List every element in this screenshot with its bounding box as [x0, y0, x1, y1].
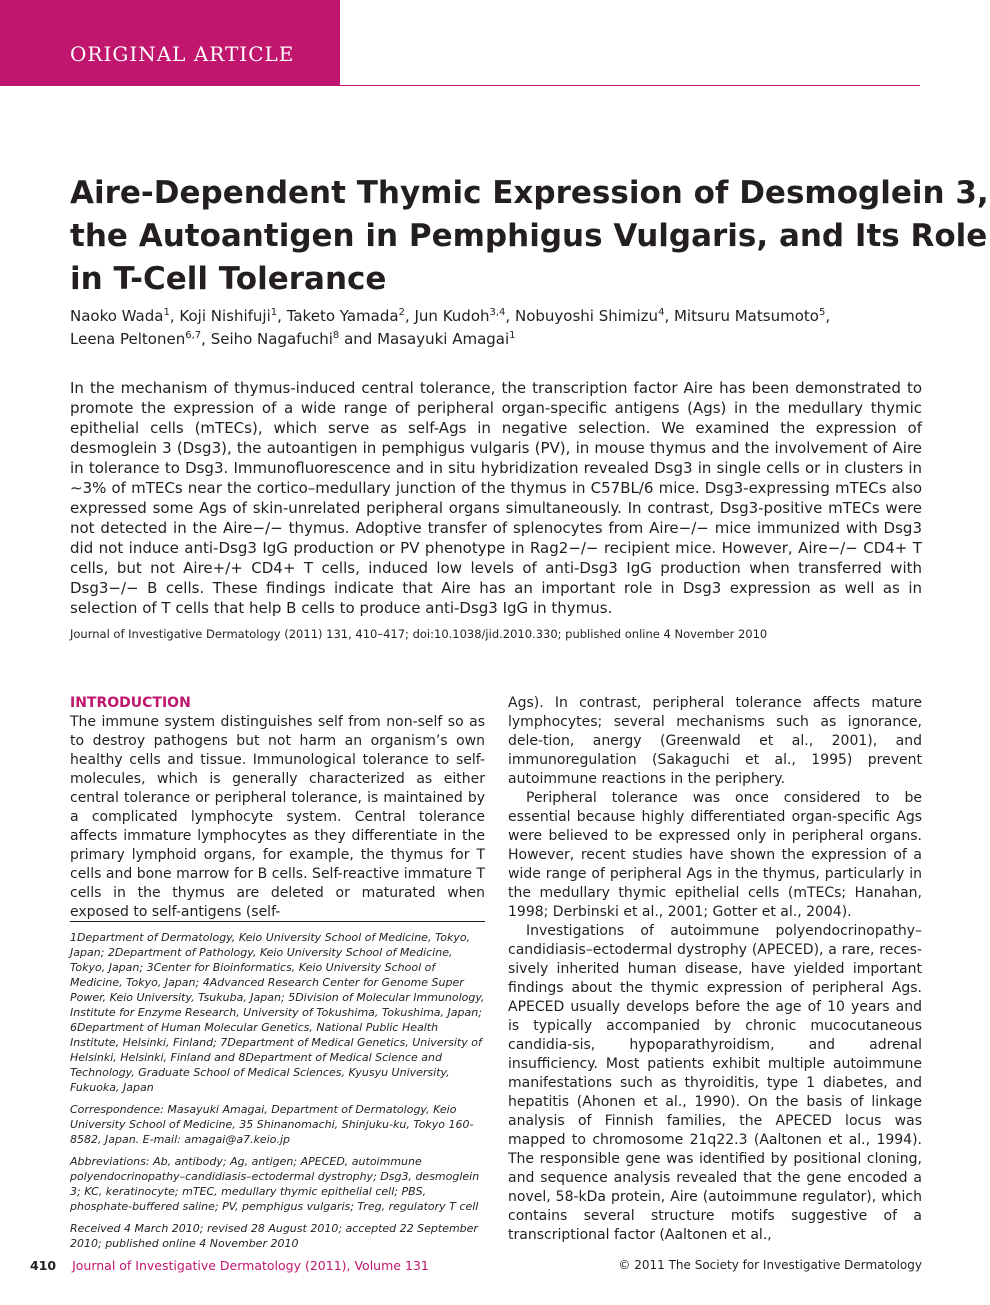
- right-column: [508, 694, 922, 1245]
- author-affil: 3,4: [489, 307, 506, 318]
- page-number: 410: [30, 1258, 57, 1273]
- body-paragraph: The immune system distinguishes self from non-self so as to destroy pathogens but not harm an organism’s own healthy cells and tissue. Immunological tolerance to self-molecules, which is generally characterized as either central tolerance or peripheral tolerance, is maintained by a complicated lymphocyte system. Central tolerance affects immature lymphocytes as they differentiate in the primary lymphoid organs, for example, the thymus for T cells and bone marrow for B cells. Self-reactive immature T cells in the thymus are deleted or maturated when exposed to self-antigens (self-: [70, 714, 485, 920]
- author-affil: 6,7: [185, 330, 202, 341]
- body-paragraph: Investigations of autoimmune polyendocrinopathy–candidiasis–ectodermal dystrophy (APECED), a rare, reces-sively inherited human disease, have yielded important findings about the thymic expression of peripheral Ags. APECED usually develops before the age of 10 years and is typically accompanied by chronic mucocutaneous candidia-sis, hypoparathyroidism, and adrenal insufficiency. Most patients exhibit multiple autoimmune manifestations such as thyroiditis, type 1 diabetes, and hepatitis (Ahonen et al., 1990). On the basis of linkage analysis of Finnish families, the APECED locus was mapped to chromosome 21q22.3 (Aaltonen et al., 1994). The responsible gene was identified by positional cloning, and sequence analysis revealed that the gene encoded a novel, 58-kDa protein, Aire (autoimmune regulator), which contains several structure motifs suggestive of a transcriptional factor (Aaltonen et al.,: [508, 923, 922, 1243]
- footer-journal: Journal of Investigative Dermatology (2011), Volume 131: [72, 1258, 429, 1273]
- citation-line: Journal of Investigative Dermatology (2011) 131, 410–417; doi:10.1038/jid.2010.330; published online 4 November 2010: [70, 627, 768, 641]
- body-paragraph: Ags). In contrast, peripheral tolerance affects mature lymphocytes; several mechanisms such as ignorance, dele-tion, anergy (Greenwald et al., 2001), and immunoregulation (Sakaguchi et al., 1995) prevent autoimmune reactions in the periphery.: [508, 695, 922, 787]
- author-affil: 1: [509, 330, 516, 341]
- footer-copyright: © 2011 The Society for Investigative Dermatology: [618, 1258, 922, 1272]
- author-name: Nobuyoshi Shimizu: [514, 307, 659, 325]
- author-name: Masayuki Amagai: [377, 330, 510, 348]
- banner-rule: [340, 85, 920, 86]
- author-line: Leena Peltonen$^{6,7}$, Seiho Nagafuchi$^8$ and Masayuki Amagai$^1$: [70, 330, 516, 348]
- footnote-abbreviations: Abbreviations: Ab, antibody; Ag, antigen; APECED, autoimmune polyendocrinopathy–candidiasis–ectodermal dystrophy; Dsg3, desmoglein 3; KC, keratinocyte; mTEC, medullary thymic epithelial cell; PBS, phosphate-buffered saline; PV, pemphigus vulgaris; Treg, regulatory T cell: [70, 1155, 480, 1213]
- author-name: Taketo Yamada: [286, 307, 399, 325]
- author-name: Naoko Wada: [70, 307, 164, 325]
- author-conjunction: and: [344, 330, 373, 348]
- author-affil: 1: [270, 307, 278, 318]
- body-paragraph: Peripheral tolerance was once considered to be essential because highly differentiated organ-specific Ags were believed to be expressed only in peripheral organs. However, recent studies have shown the expression of a wide range of peripheral Ags in the thymus, particularly in the medullary thymic epithelial cells (mTECs; Hanahan, 1998; Derbinski et al., 2001; Gotter et al., 2004).: [508, 790, 922, 920]
- title-line: Aire-Dependent Thymic Expression of Desmoglein 3,: [70, 175, 989, 211]
- left-column: [70, 694, 485, 922]
- footnotes: [70, 930, 485, 1258]
- title-line: in T-Cell Tolerance: [70, 261, 387, 297]
- section-heading: INTRODUCTION: [70, 695, 191, 711]
- author-name: Leena Peltonen: [70, 330, 186, 348]
- footer-left: [30, 1258, 429, 1273]
- author-affil: 4: [658, 307, 665, 318]
- author-affil: 2: [398, 307, 405, 318]
- author-line: Naoko Wada$^1$, Koji Nishifuji$^1$, Taketo Yamada$^2$, Jun Kudoh$^{3,4}$, Nobuyoshi Shimizu$^4$, Mitsuru Matsumoto$^5$,: [70, 307, 831, 325]
- abstract: In the mechanism of thymus-induced central tolerance, the transcription factor Aire has been demonstrated to promote the expression of a wide range of peripheral organ-specific antigens (Ags) in the medullary thymic epithelial cells (mTECs), which serve as self-Ags in negative selection. We examined the expression of desmoglein 3 (Dsg3), the autoantigen in pemphigus vulgaris (PV), in mouse thymus and the involvement of Aire in tolerance to Dsg3. Immunofluorescence and in situ hybridization revealed Dsg3 in single cells or in clusters in ∼3% of mTECs near the cortico–medullary junction of the thymus in C57BL/6 mice. Dsg3-expressing mTECs also expressed some Ags of skin-unrelated peripheral organs simultaneously. In contrast, Dsg3-positive mTECs were not detected in the Aire−/− thymus. Adoptive transfer of splenocytes from Aire−/− mice immunized with Dsg3 did not induce anti-Dsg3 IgG production or PV phenotype in Rag2−/− recipient mice. However, Aire−/− CD4+ T cells, but not Aire+/+ CD4+ T cells, induced low levels of anti-Dsg3 IgG production when transferred with Dsg3−/− B cells. These findings indicate that Aire has an important role in Dsg3 expression as well as in selection of T cells that help B cells to produce anti-Dsg3 IgG in thymus.: [70, 379, 922, 617]
- author-name: Jun Kudoh: [414, 307, 490, 325]
- footnote-dates: Received 4 March 2010; revised 28 August 2010; accepted 22 September 2010; published online 4 November 2010: [70, 1222, 478, 1250]
- author-name: Koji Nishifuji: [179, 307, 271, 325]
- footnote-correspondence: Correspondence: Masayuki Amagai, Department of Dermatology, Keio University School of Medicine, 35 Shinanomachi, Shinjuku-ku, Tokyo 160-8582, Japan. E-mail: amagai@a7.keio.jp: [70, 1103, 474, 1146]
- author-name: Seiho Nagafuchi: [210, 330, 333, 348]
- footnote-rule: [70, 921, 485, 922]
- author-affil: 8: [332, 330, 340, 341]
- author-affil: 5: [818, 307, 826, 318]
- article-type-label: ORIGINAL ARTICLE: [70, 42, 295, 66]
- article-title: [70, 172, 989, 301]
- title-line: the Autoantigen in Pemphigus Vulgaris, and Its Role: [70, 218, 988, 254]
- footnote-affiliations: 1Department of Dermatology, Keio University School of Medicine, Tokyo, Japan; 2Department of Pathology, Keio University School of Medicine, Tokyo, Japan; 3Center for Bioinformatics, Keio University School of Medicine, Tokyo, Japan; 4Advanced Research Center for Genome Super Power, Keio University, Tsukuba, Japan; 5Division of Molecular Immunology, Institute for Enzyme Research, University of Tokushima, Tokushima, Japan; 6Department of Human Molecular Genetics, National Public Health Institute, Helsinki, Finland; 7Department of Medical Genetics, University of Helsinki, Helsinki, Finland and 8Department of Medical Science and Technology, Graduate School of Medical Sciences, Kyusyu University, Fukuoka, Japan: [70, 931, 485, 1094]
- author-affil: 1: [163, 307, 170, 318]
- author-name: Mitsuru Matsumoto: [673, 307, 819, 325]
- author-list: [70, 305, 930, 351]
